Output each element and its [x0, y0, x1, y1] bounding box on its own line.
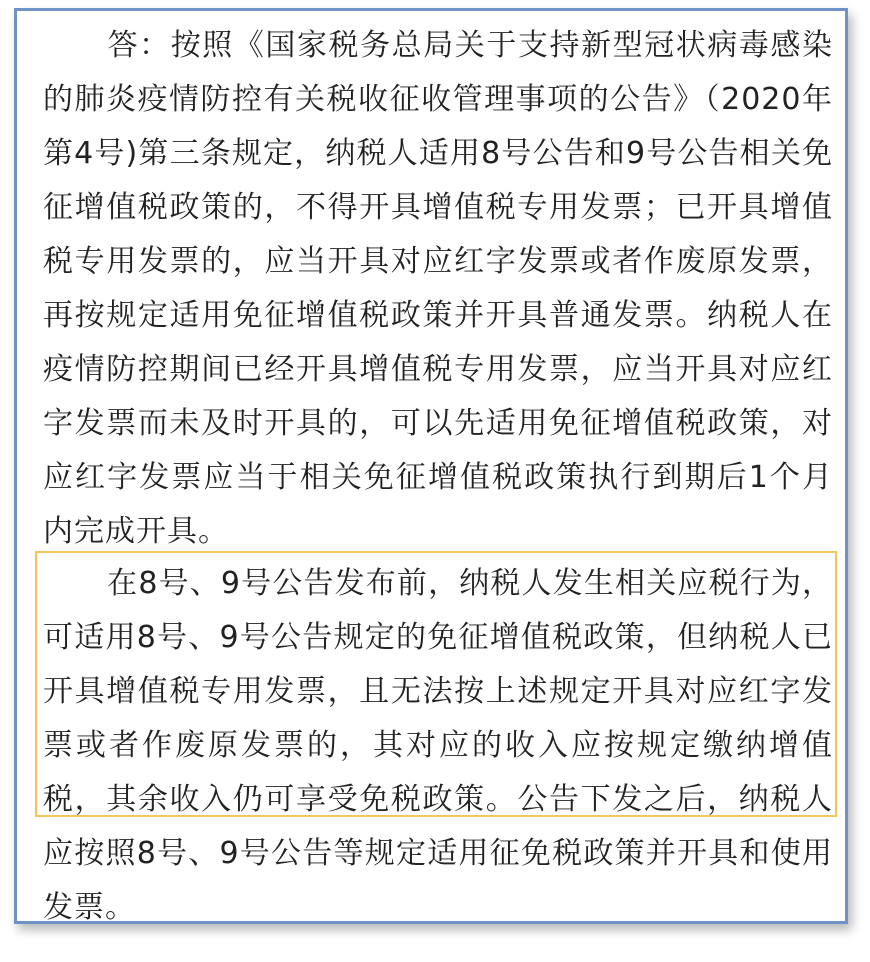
second-paragraph	[43, 557, 833, 935]
answer-text: 答：按照《国家税务总局关于支持新型冠状病毒感染的肺炎疫情防控有关税收征收管理事项的公告》（2020年第4号)第三条规定，纳税人适用8号公告和9号公告相关免征增值税政策的，不得开具增值税专用发票；已开具增值税专用发票的，应当开具对应红字发票或者作废原发票，再按规定适用免征增值税政策并开具普通发票。纳税人在疫情防控期间已经开具增值税专用发票，应当开具对应红字发票而未及时开具的，可以先适用免征增值税政策，对应红字发票应当于相关免征增值税政策执行到期后1个月内完成开具。	[43, 28, 833, 549]
document-frame	[14, 8, 848, 924]
answer-paragraph	[43, 19, 833, 559]
second-text: 在8号、9号公告发布前，纳税人发生相关应税行为，可适用8号、9号公告规定的免征增值税政策，但纳税人已开具增值税专用发票，且无法按上述规定开具对应红字发票或者作废原发票的，其对应的收入应按规定缴纳增值税，其余收入仍可享受免税政策。公告下发之后，纳税人应按照8号、9号公告等规定适用征免税政策并开具和使用发票。	[43, 566, 833, 925]
